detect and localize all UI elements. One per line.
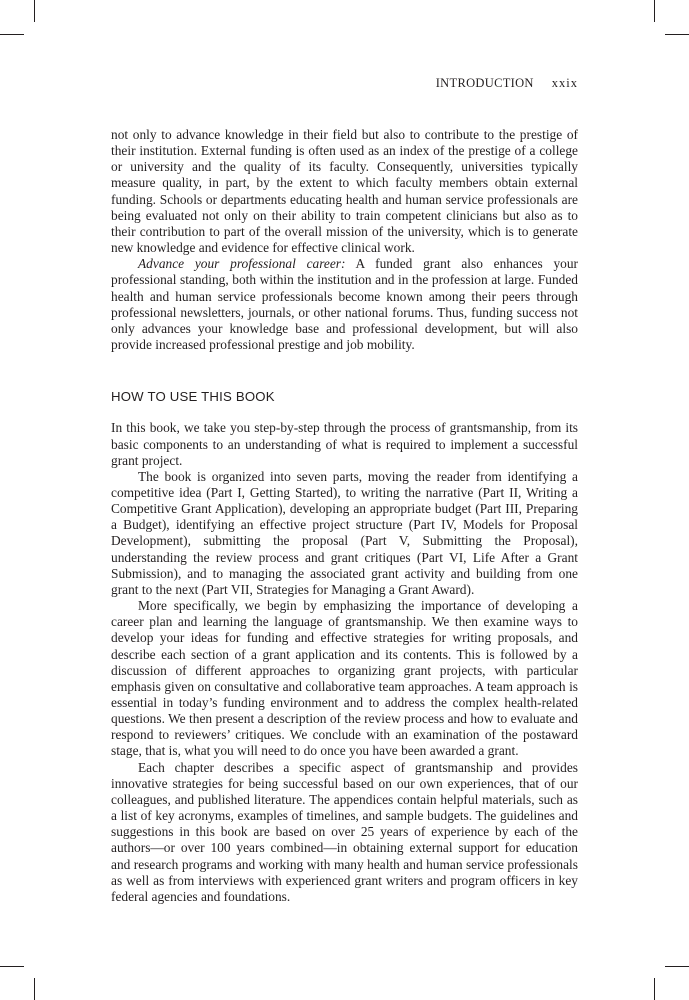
paragraph-text: A funded grant also enhances your professional standing, both within the institution and in the profession at large. Funded health and human service professionals become known among their peers through professional newsletters, journals, or other national forums. Thus, funding success not only advances your knowledge base and professional development, but will also provide increased professional prestige and job mobility. — [111, 256, 578, 353]
paragraph-text: More specifically, we begin by emphasizing the importance of developing a career plan and learning the language of grantsmanship. We then examine ways to develop your ideas for funding and effective strategies for writing proposals, and describe each section of a grant application and its contents. This is followed by a discussion of different approaches to organizing grant projects, with particular emphasis given on consultative and collaborative team approaches. A team approach is essential in today’s funding environment and to address the complex health-related questions. We then present a description of the review process and how to evaluate and respond to reviewers’ critiques. We conclude with an examination of the postaward stage, that is, what you will need to do once you have been awarded a grant. — [111, 598, 578, 759]
crop-mark-top-left — [34, 0, 35, 22]
crop-mark-top-right-h — [665, 34, 689, 35]
crop-mark-bottom-left-h — [0, 966, 24, 967]
crop-mark-bottom-right — [654, 978, 655, 1000]
paragraph-text: not only to advance knowledge in their field but also to contribute to the prestige of their institution. External funding is often used as an index of the prestige of a college or university and the quality of its faculty. Consequently, universities typically measure quality, in part, by the extent to which faculty members obtain external funding. Schools or departments educating health and human service professionals are being evaluated not only on their ability to train competent clinicians but also as to their contribution to part of the overall mission of the university, which is to generate new knowledge and evidence for effective clinical work. — [111, 127, 578, 256]
running-head — [436, 76, 578, 91]
paragraph-chapters — [111, 760, 578, 905]
section-heading: HOW TO USE THIS BOOK — [111, 389, 275, 405]
paragraph-organization — [111, 469, 578, 598]
crop-mark-top-left-h — [0, 34, 24, 35]
paragraph-text: Each chapter describes a specific aspect of grantsmanship and provides innovative strategies for being successful based on our own experiences, that of our colleagues, and published literature. The appendices contain helpful materials, such as a list of key acronyms, examples of timelines, and sample budgets. The guidelines and suggestions in this book are based on over 25 years of experience by each of the authors—or over 100 years combined—in obtaining external support for education and research programs and working with many health and human service professionals as well as from interviews with experienced grant writers and program officers in key federal agencies and foundations. — [111, 759, 578, 904]
paragraph-specifics — [111, 598, 578, 760]
running-head-title: INTRODUCTION — [435, 76, 534, 90]
paragraph-text: The book is organized into seven parts, moving the reader from identifying a competitive idea (Part I, Getting Started), to writing the narrative (Part II, Writing a Competitive Grant Application), developing an appropriate budget (Part III, Preparing a Budget), identifying an effective project structure (Part IV, Models for Proposal Development), submitting the proposal (Part V, Submitting the Proposal), understanding the review process and grant critiques (Part VI, Life After a Grant Submission), and to managing the associated grant activity and building from one grant to the next (Part VII, Strategies for Managing a Grant Award). — [111, 468, 578, 597]
crop-mark-top-right — [654, 0, 655, 22]
paragraph-lead-italic: Advance your professional career: — [138, 256, 346, 272]
paragraph-intro — [111, 420, 578, 468]
page-number: xxix — [551, 76, 578, 90]
paragraph-text: In this book, we take you step-by-step through the process of grantsmanship, from its basic components to an understanding of what is required to implement a successful grant project. — [111, 420, 578, 468]
paragraph-career — [111, 256, 578, 353]
body-text — [111, 127, 578, 905]
crop-mark-bottom-right-h — [665, 966, 689, 967]
paragraph-prestige — [111, 127, 578, 256]
crop-mark-bottom-left — [34, 978, 35, 1000]
